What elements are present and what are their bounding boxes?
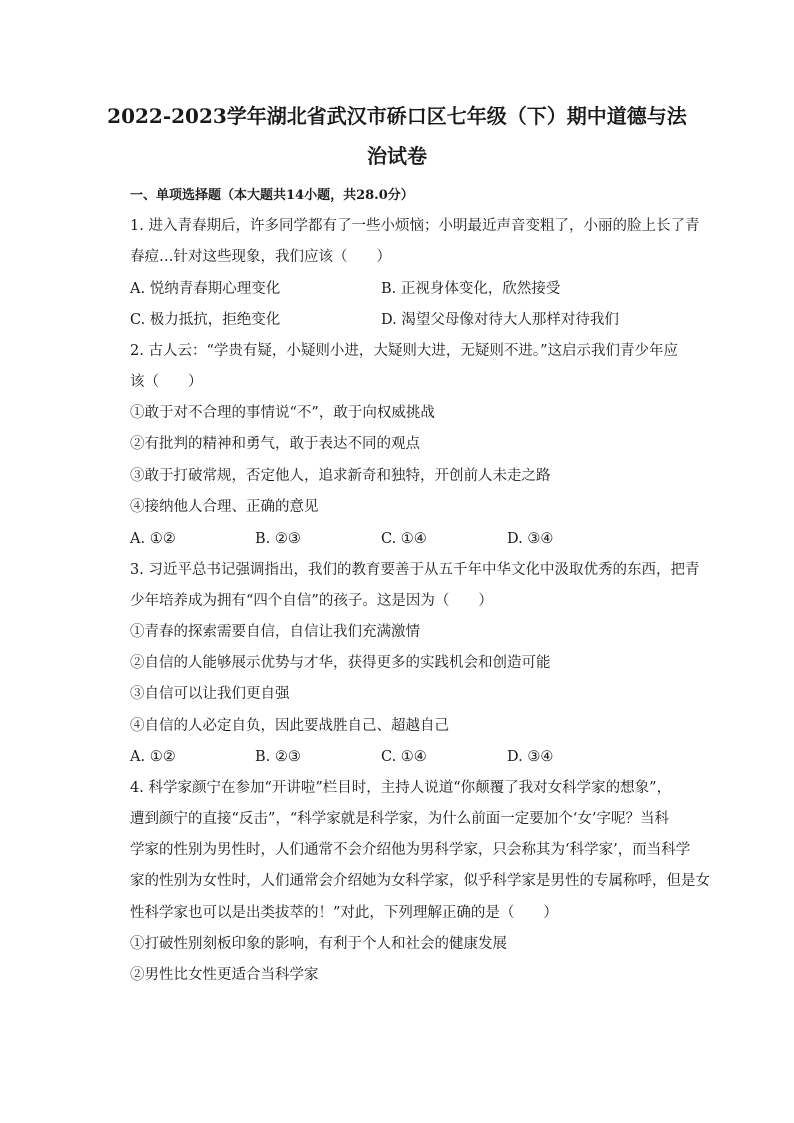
question-3-option-d: D. ③④ bbox=[507, 749, 554, 765]
question-3-option-a: A. ①② bbox=[130, 749, 176, 765]
question-1-option-d: D. 渴望父母像对待大人那样对待我们 bbox=[381, 312, 619, 328]
question-4-stem: 遭到颜宁的直接“反击”，“科学家就是科学家，为什么前面一定要加个‘女’字呢？当科 bbox=[130, 811, 669, 827]
question-4-stem: 学家的性别为男性时，人们通常不会介绍他为男科学家，只会称其为‘科学家’，而当科学 bbox=[130, 842, 691, 858]
question-3-stem: 3. 习近平总书记强调指出，我们的教育要善于从五千年中华文化中汲取优秀的东西，把青 bbox=[130, 562, 700, 578]
question-2-stem: 2. 古人云：“学贵有疑，小疑则小进，大疑则大进，无疑则不进。”这启示我们青少年应 bbox=[130, 343, 679, 359]
question-2-statement: ④接纳他人合理、正确的意见 bbox=[130, 499, 319, 515]
question-1-stem: 春痘…针对这些现象，我们应该（ ） bbox=[130, 249, 391, 265]
question-2-stem: 该（ ） bbox=[130, 374, 203, 390]
question-2-statement: ②有批判的精神和勇气，敢于表达不同的观点 bbox=[130, 436, 420, 452]
question-3-statement: ②自信的人能够展示优势与才华，获得更多的实践机会和创造可能 bbox=[130, 655, 551, 671]
section-heading: 一、单项选择题（本大题共14小题，共28.0分） bbox=[130, 188, 414, 203]
page-title-continued: 治试卷 bbox=[367, 144, 427, 168]
question-4-statement: ②男性比女性更适合当科学家 bbox=[130, 967, 319, 983]
page-title: 2022-2023学年湖北省武汉市硚口区七年级（下）期中道德与法 bbox=[107, 104, 687, 128]
question-1-option-b: B. 正视身体变化，欣然接受 bbox=[381, 281, 561, 297]
question-4-statement: ①打破性别刻板印象的影响，有利于个人和社会的健康发展 bbox=[130, 936, 507, 952]
question-2-statement: ①敢于对不合理的事情说“不”，敢于向权威挑战 bbox=[130, 405, 435, 421]
question-1-option-a: A. 悦纳青春期心理变化 bbox=[130, 281, 281, 297]
question-2-statement: ③敢于打破常规，否定他人，追求新奇和独特，开创前人未走之路 bbox=[130, 468, 551, 484]
question-2-option-a: A. ①② bbox=[130, 531, 176, 547]
question-1-stem: 1. 进入青春期后，许多同学都有了一些小烦恼；小明最近声音变粗了，小丽的脸上长了青 bbox=[130, 218, 700, 234]
question-3-statement: ①青春的探索需要自信，自信让我们充满激情 bbox=[130, 624, 420, 640]
question-1-option-c: C. 极力抵抗，拒绝变化 bbox=[130, 312, 281, 328]
question-3-option-c: C. ①④ bbox=[381, 749, 427, 765]
question-2-option-c: C. ①④ bbox=[381, 531, 427, 547]
question-4-stem: 家的性别为女性时，人们通常会介绍她为女科学家，似乎科学家是男性的专属称呼，但是女 bbox=[130, 873, 710, 889]
question-3-stem: 少年培养成为拥有“四个自信”的孩子。这是因为（ ） bbox=[130, 593, 493, 609]
question-2-option-d: D. ③④ bbox=[507, 531, 554, 547]
question-2-option-b: B. ②③ bbox=[255, 531, 301, 547]
question-3-statement: ③自信可以让我们更自强 bbox=[130, 686, 290, 702]
question-4-stem: 性科学家也可以是出类拔萃的！”对此，下列理解正确的是（ ） bbox=[130, 905, 558, 921]
question-4-stem: 4. 科学家颜宁在参加“开讲啦”栏目时，主持人说道“你颠覆了我对女科学家的想象”， bbox=[130, 780, 672, 796]
question-3-option-b: B. ②③ bbox=[255, 749, 301, 765]
question-3-statement: ④自信的人必定自负，因此要战胜自己、超越自己 bbox=[130, 718, 449, 734]
